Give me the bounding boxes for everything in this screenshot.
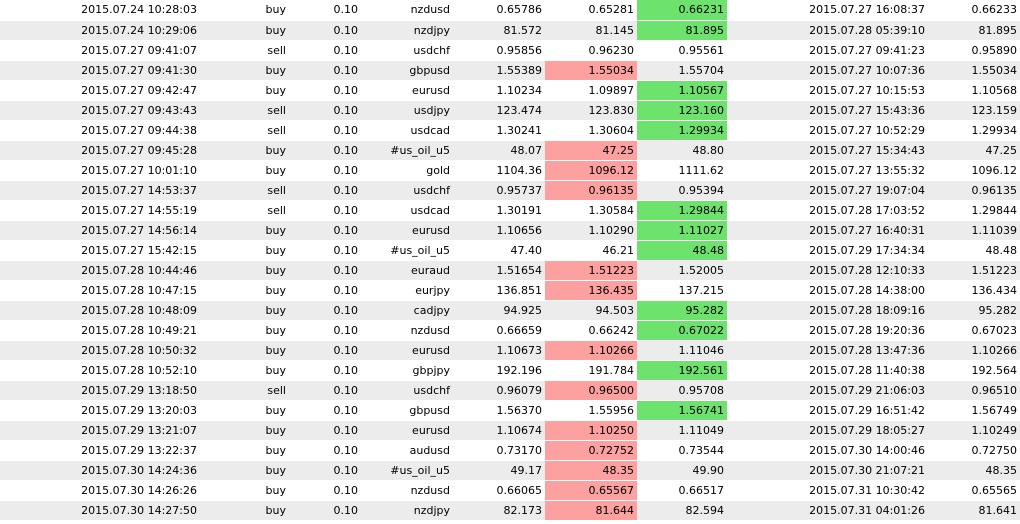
volume-cell: 0.10: [289, 280, 361, 300]
trade-row[interactable]: [0, 120, 1020, 140]
type-cell: sell: [200, 180, 289, 200]
open-time-cell: 2015.07.27 15:42:15: [0, 240, 200, 260]
close-time-cell: 2015.07.29 17:34:34: [727, 240, 928, 260]
take-profit-cell: 49.90: [637, 460, 727, 480]
open-time-cell: 2015.07.27 09:45:28: [0, 140, 200, 160]
symbol-cell: usdjpy: [361, 100, 453, 120]
trade-row[interactable]: [0, 380, 1020, 400]
volume-cell: 0.10: [289, 40, 361, 60]
take-profit-cell: 1.55704: [637, 60, 727, 80]
open-price-cell: 0.66659: [453, 320, 545, 340]
volume-cell: 0.10: [289, 480, 361, 500]
open-time-cell: 2015.07.24 10:28:03: [0, 0, 200, 20]
close-time-cell: 2015.07.27 10:07:36: [727, 60, 928, 80]
close-price-cell: 1.10568: [928, 80, 1020, 100]
take-profit-cell: 1.11046: [637, 340, 727, 360]
volume-cell: 0.10: [289, 240, 361, 260]
close-time-cell: 2015.07.27 09:41:23: [727, 40, 928, 60]
symbol-cell: eurusd: [361, 80, 453, 100]
take-profit-cell: 192.561: [637, 360, 727, 380]
open-price-cell: 0.96079: [453, 380, 545, 400]
close-price-cell: 0.67023: [928, 320, 1020, 340]
type-cell: buy: [200, 0, 289, 20]
open-price-cell: 0.65786: [453, 0, 545, 20]
stop-loss-cell: 1.10266: [545, 340, 637, 360]
symbol-cell: nzdusd: [361, 320, 453, 340]
trade-row[interactable]: [0, 260, 1020, 280]
close-price-cell: 1.10249: [928, 420, 1020, 440]
stop-loss-cell: 1.30604: [545, 120, 637, 140]
close-price-cell: 0.96135: [928, 180, 1020, 200]
symbol-cell: eurjpy: [361, 280, 453, 300]
close-price-cell: 48.48: [928, 240, 1020, 260]
open-time-cell: 2015.07.30 14:26:26: [0, 480, 200, 500]
symbol-cell: #us_oil_u5: [361, 140, 453, 160]
trade-row[interactable]: [0, 60, 1020, 80]
stop-loss-cell: 94.503: [545, 300, 637, 320]
close-time-cell: 2015.07.29 16:51:42: [727, 400, 928, 420]
type-cell: buy: [200, 20, 289, 40]
volume-cell: 0.10: [289, 440, 361, 460]
type-cell: sell: [200, 120, 289, 140]
take-profit-cell: 137.215: [637, 280, 727, 300]
symbol-cell: gbpjpy: [361, 360, 453, 380]
type-cell: buy: [200, 320, 289, 340]
close-price-cell: 136.434: [928, 280, 1020, 300]
trade-row[interactable]: [0, 280, 1020, 300]
open-price-cell: 1.10674: [453, 420, 545, 440]
volume-cell: 0.10: [289, 0, 361, 20]
symbol-cell: usdcad: [361, 120, 453, 140]
stop-loss-cell: 0.66242: [545, 320, 637, 340]
trade-row[interactable]: [0, 240, 1020, 260]
open-time-cell: 2015.07.27 09:41:30: [0, 60, 200, 80]
close-time-cell: 2015.07.28 11:40:38: [727, 360, 928, 380]
volume-cell: 0.10: [289, 460, 361, 480]
open-time-cell: 2015.07.28 10:44:46: [0, 260, 200, 280]
stop-loss-cell: 123.830: [545, 100, 637, 120]
stop-loss-cell: 0.96135: [545, 180, 637, 200]
type-cell: sell: [200, 100, 289, 120]
open-price-cell: 136.851: [453, 280, 545, 300]
open-time-cell: 2015.07.27 14:55:19: [0, 200, 200, 220]
volume-cell: 0.10: [289, 400, 361, 420]
open-price-cell: 1104.36: [453, 160, 545, 180]
symbol-cell: usdcad: [361, 200, 453, 220]
take-profit-cell: 1111.62: [637, 160, 727, 180]
volume-cell: 0.10: [289, 120, 361, 140]
stop-loss-cell: 136.435: [545, 280, 637, 300]
close-time-cell: 2015.07.28 19:20:36: [727, 320, 928, 340]
take-profit-cell: 1.29934: [637, 120, 727, 140]
volume-cell: 0.10: [289, 220, 361, 240]
stop-loss-cell: 48.35: [545, 460, 637, 480]
take-profit-cell: 0.66231: [637, 0, 727, 20]
take-profit-cell: 1.11049: [637, 420, 727, 440]
close-price-cell: 0.66233: [928, 0, 1020, 20]
open-time-cell: 2015.07.29 13:18:50: [0, 380, 200, 400]
close-time-cell: 2015.07.28 18:09:16: [727, 300, 928, 320]
take-profit-cell: 0.67022: [637, 320, 727, 340]
symbol-cell: eurusd: [361, 220, 453, 240]
close-price-cell: 123.159: [928, 100, 1020, 120]
close-price-cell: 1096.12: [928, 160, 1020, 180]
volume-cell: 0.10: [289, 300, 361, 320]
volume-cell: 0.10: [289, 320, 361, 340]
symbol-cell: gold: [361, 160, 453, 180]
close-time-cell: 2015.07.27 10:15:53: [727, 80, 928, 100]
close-price-cell: 1.55034: [928, 60, 1020, 80]
volume-cell: 0.10: [289, 60, 361, 80]
stop-loss-cell: 0.96500: [545, 380, 637, 400]
close-price-cell: 81.895: [928, 20, 1020, 40]
open-time-cell: 2015.07.27 14:53:37: [0, 180, 200, 200]
open-price-cell: 49.17: [453, 460, 545, 480]
open-time-cell: 2015.07.27 09:44:38: [0, 120, 200, 140]
close-price-cell: 1.10266: [928, 340, 1020, 360]
trade-row[interactable]: [0, 340, 1020, 360]
trade-row[interactable]: [0, 140, 1020, 160]
type-cell: buy: [200, 240, 289, 260]
trade-row[interactable]: [0, 420, 1020, 440]
take-profit-cell: 0.73544: [637, 440, 727, 460]
symbol-cell: #us_oil_u5: [361, 240, 453, 260]
close-price-cell: 95.282: [928, 300, 1020, 320]
take-profit-cell: 123.160: [637, 100, 727, 120]
volume-cell: 0.10: [289, 100, 361, 120]
open-time-cell: 2015.07.28 10:50:32: [0, 340, 200, 360]
type-cell: buy: [200, 360, 289, 380]
stop-loss-cell: 0.96230: [545, 40, 637, 60]
take-profit-cell: 0.66517: [637, 480, 727, 500]
open-time-cell: 2015.07.27 14:56:14: [0, 220, 200, 240]
close-price-cell: 0.95890: [928, 40, 1020, 60]
close-time-cell: 2015.07.29 21:06:03: [727, 380, 928, 400]
trade-row[interactable]: [0, 80, 1020, 100]
open-price-cell: 1.10234: [453, 80, 545, 100]
stop-loss-cell: 1.55034: [545, 60, 637, 80]
close-price-cell: 1.29934: [928, 120, 1020, 140]
type-cell: buy: [200, 60, 289, 80]
open-price-cell: 48.07: [453, 140, 545, 160]
stop-loss-cell: 81.145: [545, 20, 637, 40]
open-price-cell: 82.173: [453, 500, 545, 520]
close-time-cell: 2015.07.30 14:00:46: [727, 440, 928, 460]
trade-row[interactable]: [0, 160, 1020, 180]
stop-loss-cell: 1.51223: [545, 260, 637, 280]
trade-row[interactable]: [0, 460, 1020, 480]
open-time-cell: 2015.07.30 14:27:50: [0, 500, 200, 520]
close-time-cell: 2015.07.28 05:39:10: [727, 20, 928, 40]
type-cell: buy: [200, 480, 289, 500]
type-cell: buy: [200, 400, 289, 420]
volume-cell: 0.10: [289, 420, 361, 440]
open-price-cell: 1.56370: [453, 400, 545, 420]
stop-loss-cell: 1.10290: [545, 220, 637, 240]
close-price-cell: 1.11039: [928, 220, 1020, 240]
close-time-cell: 2015.07.30 21:07:21: [727, 460, 928, 480]
volume-cell: 0.10: [289, 180, 361, 200]
take-profit-cell: 48.80: [637, 140, 727, 160]
open-price-cell: 1.10673: [453, 340, 545, 360]
type-cell: buy: [200, 460, 289, 480]
open-price-cell: 0.73170: [453, 440, 545, 460]
stop-loss-cell: 191.784: [545, 360, 637, 380]
close-price-cell: 47.25: [928, 140, 1020, 160]
type-cell: buy: [200, 140, 289, 160]
close-time-cell: 2015.07.27 15:43:36: [727, 100, 928, 120]
close-time-cell: 2015.07.29 18:05:27: [727, 420, 928, 440]
volume-cell: 0.10: [289, 260, 361, 280]
close-time-cell: 2015.07.28 17:03:52: [727, 200, 928, 220]
close-price-cell: 0.72750: [928, 440, 1020, 460]
type-cell: buy: [200, 280, 289, 300]
trade-row[interactable]: [0, 0, 1020, 20]
type-cell: buy: [200, 420, 289, 440]
close-time-cell: 2015.07.27 19:07:04: [727, 180, 928, 200]
open-time-cell: 2015.07.28 10:52:10: [0, 360, 200, 380]
symbol-cell: gbpusd: [361, 60, 453, 80]
open-time-cell: 2015.07.27 10:01:10: [0, 160, 200, 180]
trade-row[interactable]: [0, 480, 1020, 500]
close-time-cell: 2015.07.28 14:38:00: [727, 280, 928, 300]
close-price-cell: 0.65565: [928, 480, 1020, 500]
trade-row[interactable]: [0, 400, 1020, 420]
trade-row[interactable]: [0, 180, 1020, 200]
close-price-cell: 0.96510: [928, 380, 1020, 400]
symbol-cell: nzdjpy: [361, 500, 453, 520]
symbol-cell: eurusd: [361, 340, 453, 360]
type-cell: buy: [200, 80, 289, 100]
open-time-cell: 2015.07.29 13:22:37: [0, 440, 200, 460]
close-time-cell: 2015.07.27 16:08:37: [727, 0, 928, 20]
type-cell: buy: [200, 340, 289, 360]
type-cell: buy: [200, 440, 289, 460]
trade-row[interactable]: [0, 200, 1020, 220]
symbol-cell: euraud: [361, 260, 453, 280]
open-price-cell: 81.572: [453, 20, 545, 40]
open-price-cell: 0.95856: [453, 40, 545, 60]
close-price-cell: 1.51223: [928, 260, 1020, 280]
stop-loss-cell: 1.55956: [545, 400, 637, 420]
take-profit-cell: 0.95394: [637, 180, 727, 200]
symbol-cell: #us_oil_u5: [361, 460, 453, 480]
take-profit-cell: 48.48: [637, 240, 727, 260]
take-profit-cell: 82.594: [637, 500, 727, 520]
open-time-cell: 2015.07.28 10:48:09: [0, 300, 200, 320]
open-time-cell: 2015.07.29 13:20:03: [0, 400, 200, 420]
trade-row[interactable]: [0, 220, 1020, 240]
symbol-cell: usdchf: [361, 40, 453, 60]
close-time-cell: 2015.07.27 13:55:32: [727, 160, 928, 180]
stop-loss-cell: 1.30584: [545, 200, 637, 220]
type-cell: buy: [200, 500, 289, 520]
volume-cell: 0.10: [289, 160, 361, 180]
open-price-cell: 1.30241: [453, 120, 545, 140]
trade-row[interactable]: [0, 40, 1020, 60]
open-time-cell: 2015.07.28 10:47:15: [0, 280, 200, 300]
open-price-cell: 1.10656: [453, 220, 545, 240]
stop-loss-cell: 0.65567: [545, 480, 637, 500]
stop-loss-cell: 47.25: [545, 140, 637, 160]
take-profit-cell: 95.282: [637, 300, 727, 320]
close-price-cell: 1.29844: [928, 200, 1020, 220]
close-price-cell: 1.56749: [928, 400, 1020, 420]
take-profit-cell: 1.11027: [637, 220, 727, 240]
symbol-cell: nzdjpy: [361, 20, 453, 40]
close-price-cell: 81.641: [928, 500, 1020, 520]
open-time-cell: 2015.07.24 10:29:06: [0, 20, 200, 40]
stop-loss-cell: 0.72752: [545, 440, 637, 460]
volume-cell: 0.10: [289, 80, 361, 100]
open-time-cell: 2015.07.28 10:49:21: [0, 320, 200, 340]
trade-row[interactable]: [0, 360, 1020, 380]
type-cell: buy: [200, 260, 289, 280]
trade-row[interactable]: [0, 20, 1020, 40]
volume-cell: 0.10: [289, 500, 361, 520]
close-price-cell: 192.564: [928, 360, 1020, 380]
open-price-cell: 192.196: [453, 360, 545, 380]
volume-cell: 0.10: [289, 20, 361, 40]
open-price-cell: 1.51654: [453, 260, 545, 280]
open-price-cell: 0.95737: [453, 180, 545, 200]
open-price-cell: 0.66065: [453, 480, 545, 500]
open-price-cell: 1.30191: [453, 200, 545, 220]
stop-loss-cell: 1.10250: [545, 420, 637, 440]
close-time-cell: 2015.07.28 12:10:33: [727, 260, 928, 280]
symbol-cell: usdchf: [361, 180, 453, 200]
symbol-cell: gbpusd: [361, 400, 453, 420]
close-time-cell: 2015.07.28 13:47:36: [727, 340, 928, 360]
trade-row[interactable]: [0, 500, 1020, 520]
volume-cell: 0.10: [289, 340, 361, 360]
symbol-cell: nzdusd: [361, 480, 453, 500]
type-cell: sell: [200, 380, 289, 400]
volume-cell: 0.10: [289, 140, 361, 160]
close-time-cell: 2015.07.31 10:30:42: [727, 480, 928, 500]
volume-cell: 0.10: [289, 200, 361, 220]
stop-loss-cell: 0.65281: [545, 0, 637, 20]
close-time-cell: 2015.07.31 04:01:26: [727, 500, 928, 520]
take-profit-cell: 1.29844: [637, 200, 727, 220]
volume-cell: 0.10: [289, 360, 361, 380]
trade-row[interactable]: [0, 320, 1020, 340]
stop-loss-cell: 81.644: [545, 500, 637, 520]
open-time-cell: 2015.07.27 09:42:47: [0, 80, 200, 100]
type-cell: sell: [200, 200, 289, 220]
symbol-cell: usdchf: [361, 380, 453, 400]
volume-cell: 0.10: [289, 380, 361, 400]
open-price-cell: 47.40: [453, 240, 545, 260]
open-time-cell: 2015.07.29 13:21:07: [0, 420, 200, 440]
close-time-cell: 2015.07.27 10:52:29: [727, 120, 928, 140]
stop-loss-cell: 46.21: [545, 240, 637, 260]
open-time-cell: 2015.07.27 09:41:07: [0, 40, 200, 60]
take-profit-cell: 1.10567: [637, 80, 727, 100]
stop-loss-cell: 1096.12: [545, 160, 637, 180]
open-price-cell: 123.474: [453, 100, 545, 120]
symbol-cell: nzdusd: [361, 0, 453, 20]
type-cell: buy: [200, 160, 289, 180]
close-time-cell: 2015.07.27 16:40:31: [727, 220, 928, 240]
open-price-cell: 1.55389: [453, 60, 545, 80]
open-time-cell: 2015.07.27 09:43:43: [0, 100, 200, 120]
type-cell: buy: [200, 220, 289, 240]
symbol-cell: audusd: [361, 440, 453, 460]
trade-row[interactable]: [0, 440, 1020, 460]
take-profit-cell: 81.895: [637, 20, 727, 40]
trade-row[interactable]: [0, 300, 1020, 320]
take-profit-cell: 1.52005: [637, 260, 727, 280]
take-profit-cell: 0.95708: [637, 380, 727, 400]
type-cell: sell: [200, 40, 289, 60]
symbol-cell: cadjpy: [361, 300, 453, 320]
type-cell: buy: [200, 300, 289, 320]
open-time-cell: 2015.07.30 14:24:36: [0, 460, 200, 480]
take-profit-cell: 1.56741: [637, 400, 727, 420]
close-time-cell: 2015.07.27 15:34:43: [727, 140, 928, 160]
close-price-cell: 48.35: [928, 460, 1020, 480]
stop-loss-cell: 1.09897: [545, 80, 637, 100]
trade-row[interactable]: [0, 100, 1020, 120]
open-price-cell: 94.925: [453, 300, 545, 320]
take-profit-cell: 0.95561: [637, 40, 727, 60]
symbol-cell: eurusd: [361, 420, 453, 440]
